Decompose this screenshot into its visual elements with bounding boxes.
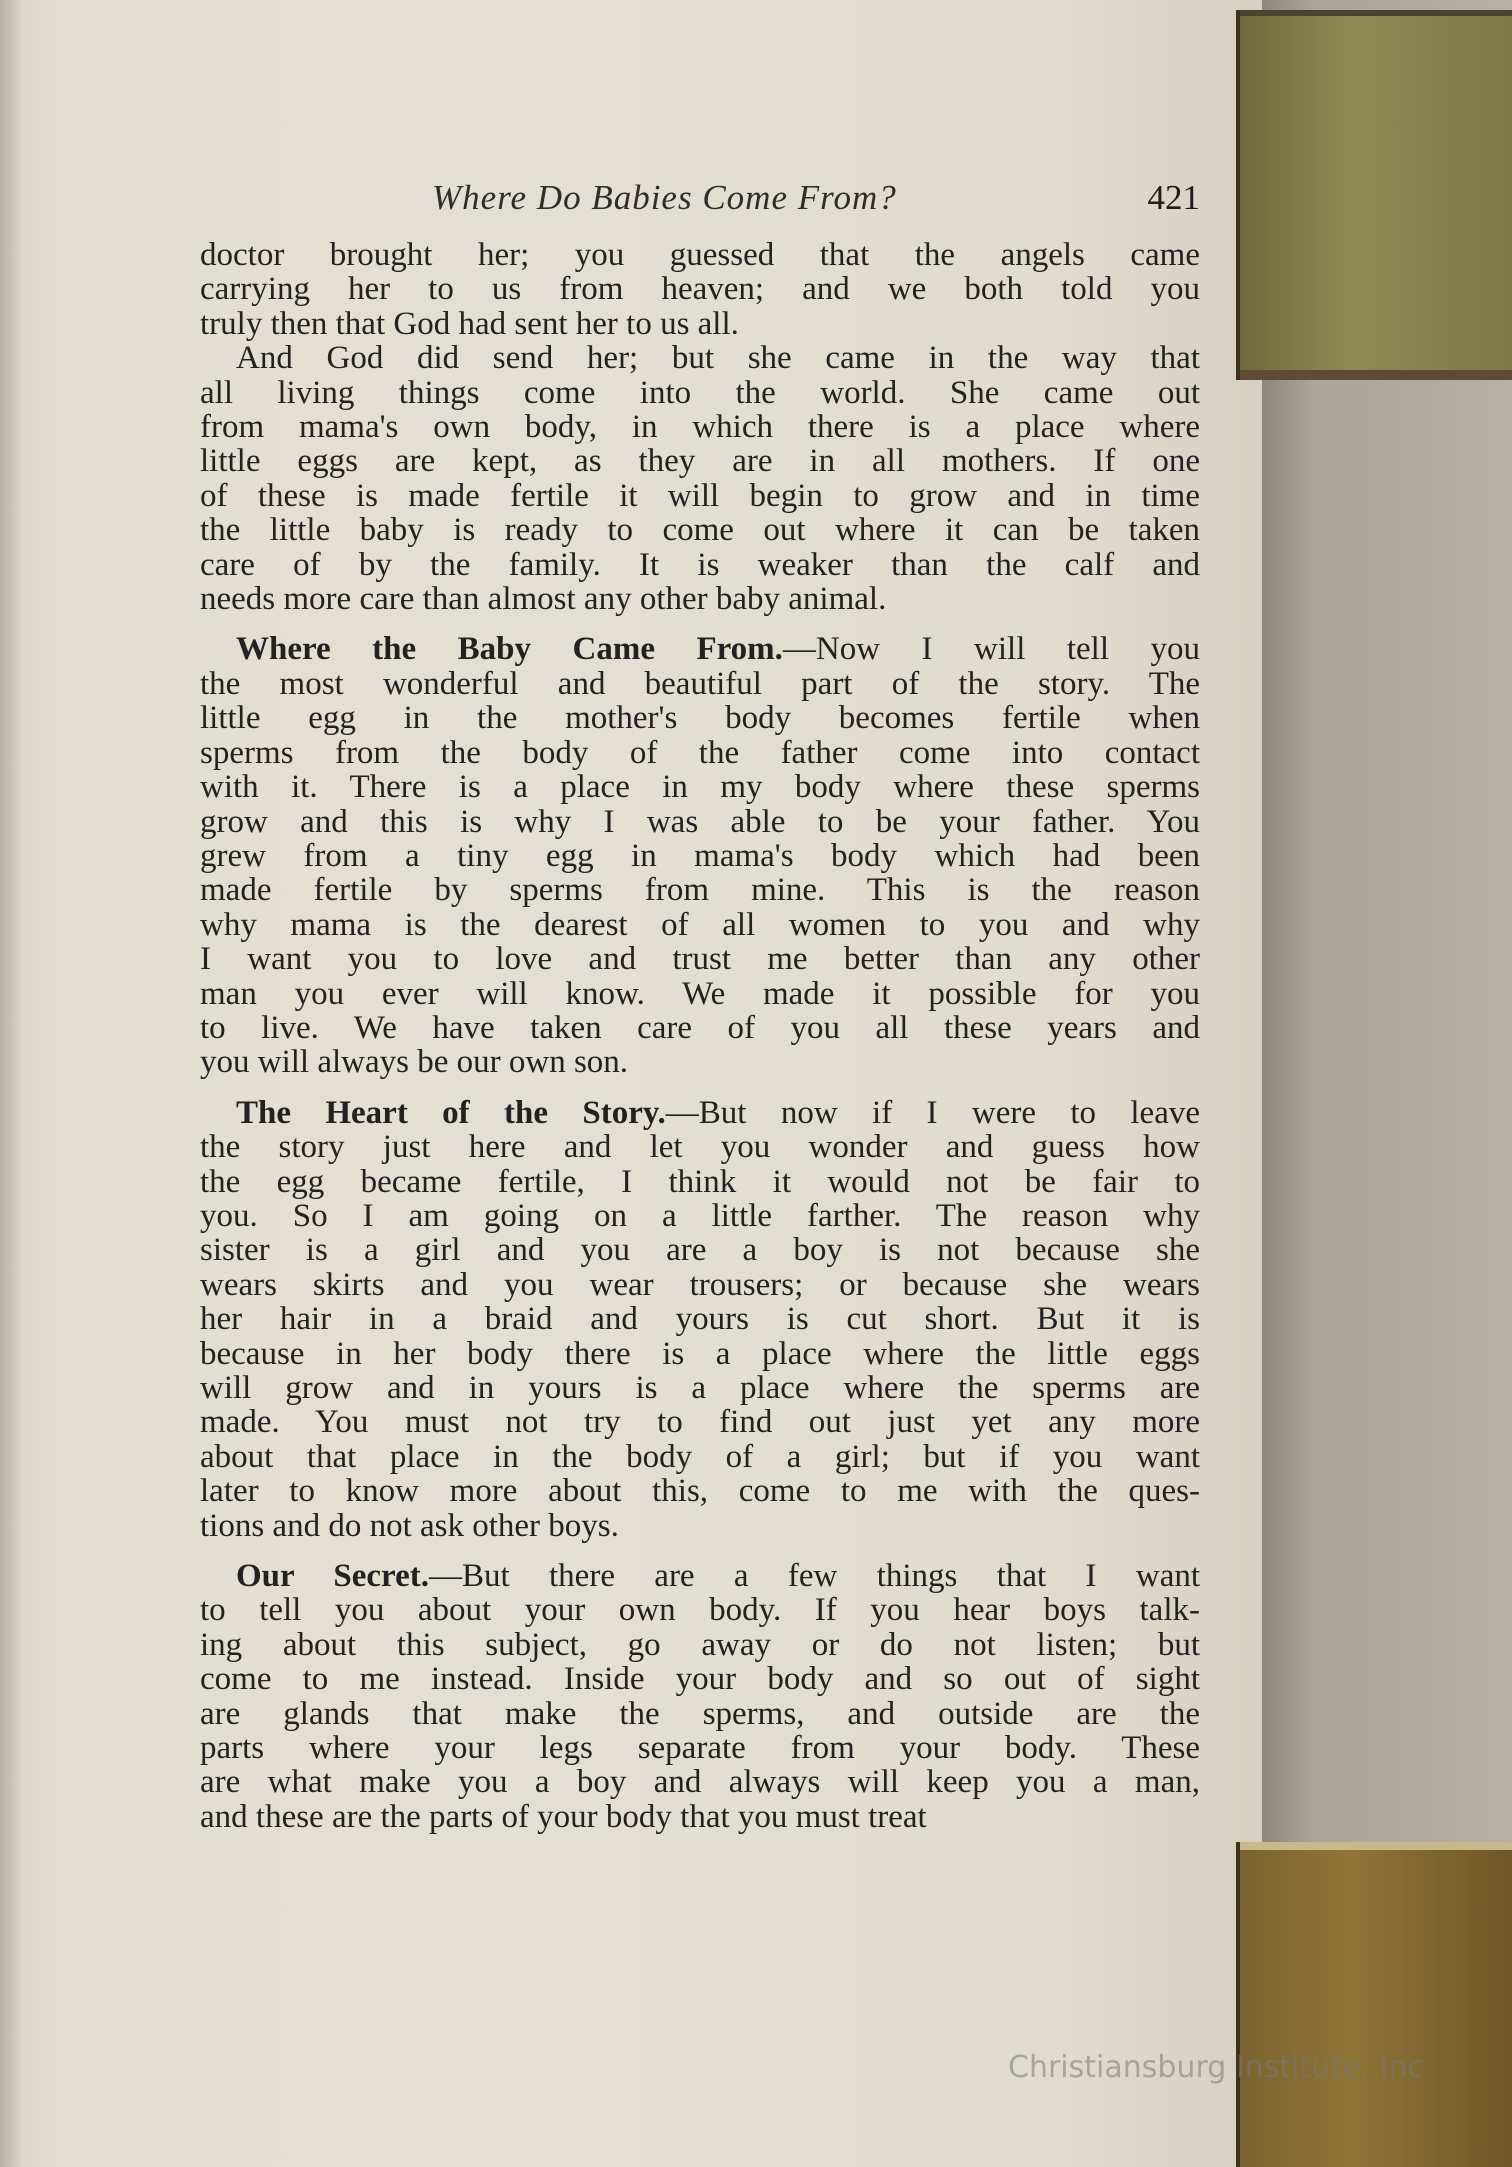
text-line [200, 873, 1200, 907]
text-line [200, 942, 1200, 976]
line-text: of these is made fertile it will begin to grow and in time [200, 477, 1200, 514]
line-text: —But now if I were to leave [665, 1094, 1200, 1131]
text-line [200, 1337, 1200, 1371]
line-text: parts where your legs separate from your body. These [200, 1730, 1200, 1767]
text-line [200, 410, 1200, 444]
line-text: about that place in the body of a girl; but if you want [200, 1438, 1200, 1475]
text-line [200, 1011, 1200, 1045]
line-text: with it. There is a place in my body where these sperms [200, 769, 1200, 806]
text-line [200, 444, 1200, 478]
watermark: Christiansburg Institute, Inc [1008, 2050, 1424, 2085]
index-tab-bottom [1236, 1842, 1512, 2167]
text-line [200, 667, 1200, 701]
line-text: are glands that make the sperms, and outside are the [200, 1695, 1200, 1732]
line-text: the egg became fertile, I think it would not be fair to [200, 1163, 1200, 1200]
text-line [200, 307, 1200, 341]
text-line [200, 1440, 1200, 1474]
text-line [200, 1697, 1200, 1731]
section-heading: Where the Baby Came From. [236, 631, 783, 668]
line-text: little egg in the mother's body becomes fertile when [200, 700, 1200, 737]
text-line [200, 1045, 1200, 1079]
paragraph [200, 1559, 1200, 1834]
text-line [200, 701, 1200, 735]
text-line [200, 1509, 1200, 1543]
section-heading: Our Secret. [236, 1558, 429, 1595]
text-line [200, 1302, 1200, 1336]
line-text: to tell you about your own body. If you hear boys talk- [200, 1592, 1200, 1629]
line-text: because in her body there is a place where the little eggs [200, 1335, 1200, 1372]
section-heading: The Heart of the Story. [236, 1094, 666, 1131]
text-line [200, 908, 1200, 942]
line-text: needs more care than almost any other baby animal. [200, 581, 887, 618]
line-text: And God did send her; but she came in the way that [236, 340, 1200, 377]
line-text: wears skirts and you wear trousers; or because she wears [200, 1266, 1200, 1303]
index-tab-top [1236, 10, 1512, 380]
line-text: are what make you a boy and always will keep you a man, [200, 1764, 1200, 1801]
line-text: to live. We have taken care of you all these years and [200, 1009, 1200, 1046]
text-line [200, 1371, 1200, 1405]
line-text: ing about this subject, go away or do not listen; but [200, 1626, 1200, 1663]
text-line [200, 479, 1200, 513]
text-line [200, 736, 1200, 770]
text-line [200, 376, 1200, 410]
text-line [200, 1662, 1200, 1696]
line-text: you will always be our own son. [200, 1044, 629, 1081]
text-line [200, 1559, 1200, 1593]
text-line [200, 548, 1200, 582]
line-text: grow and this is why I was able to be your father. You [200, 803, 1200, 840]
text-line [200, 1800, 1200, 1834]
line-text: —Now I will tell you [782, 631, 1200, 668]
line-text: from mama's own body, in which there is a place where [200, 409, 1200, 446]
line-text: made. You must not try to find out just yet any more [200, 1404, 1200, 1441]
paragraph [200, 632, 1200, 1079]
line-text: her hair in a braid and yours is cut short. But it is [200, 1301, 1200, 1338]
line-text: the most wonderful and beautiful part of the story. The [200, 665, 1200, 702]
text-line [200, 1765, 1200, 1799]
paragraph [200, 1096, 1200, 1543]
line-text: will grow and in yours is a place where the sperms are [200, 1370, 1200, 1406]
text-line [200, 341, 1200, 375]
page-number: 421 [1147, 178, 1200, 217]
text-line [200, 805, 1200, 839]
text-line [200, 1628, 1200, 1662]
paragraph [200, 238, 1200, 341]
line-text: care of by the family. It is weaker than the calf and [200, 546, 1200, 583]
text-line [200, 582, 1200, 616]
text-line [200, 632, 1200, 666]
line-text: the little baby is ready to come out where it can be taken [200, 512, 1200, 549]
line-text: grew from a tiny egg in mama's body which had been [200, 837, 1200, 874]
page-header [200, 178, 1200, 224]
line-text: sperms from the body of the father come into contact [200, 734, 1200, 771]
line-text: made fertile by sperms from mine. This is the reason [200, 872, 1200, 909]
text-line [200, 1268, 1200, 1302]
text-line [200, 1096, 1200, 1130]
line-text: later to know more about this, come to me with the ques- [200, 1473, 1200, 1510]
body-text [200, 238, 1200, 1834]
line-text: tions and do not ask other boys. [200, 1507, 619, 1544]
line-text: you. So I am going on a little farther. The reason why [200, 1197, 1200, 1234]
line-text: I want you to love and trust me better than any other [200, 941, 1200, 978]
text-line [200, 1130, 1200, 1164]
line-text: truly then that God had sent her to us all. [200, 305, 739, 342]
text-line [200, 1233, 1200, 1267]
text-line [200, 513, 1200, 547]
paragraph [200, 341, 1200, 616]
text-line [200, 770, 1200, 804]
line-text: sister is a girl and you are a boy is not because she [200, 1232, 1200, 1269]
text-line [200, 977, 1200, 1011]
line-text: all living things come into the world. She came out [200, 374, 1200, 411]
line-text: and these are the parts of your body that you must treat [200, 1798, 927, 1835]
line-text: doctor brought her; you guessed that the angels came [200, 237, 1200, 273]
text-line [200, 1405, 1200, 1439]
line-text: man you ever will know. We made it possible for you [200, 975, 1200, 1012]
text-line [200, 839, 1200, 873]
text-line [200, 1474, 1200, 1508]
line-text: —But there are a few things that I want [429, 1558, 1201, 1595]
running-title: Where Do Babies Come From? [432, 178, 897, 217]
text-line [200, 1165, 1200, 1199]
text-line [200, 1199, 1200, 1233]
line-text: why mama is the dearest of all women to you and why [200, 906, 1200, 943]
text-line [200, 272, 1200, 306]
line-text: the story just here and let you wonder and guess how [200, 1129, 1200, 1166]
text-line [200, 1593, 1200, 1627]
text-line [200, 238, 1200, 272]
line-text: come to me instead. Inside your body and so out of sight [200, 1661, 1200, 1698]
text-line [200, 1731, 1200, 1765]
line-text: little eggs are kept, as they are in all mothers. If one [200, 443, 1200, 480]
line-text: carrying her to us from heaven; and we both told you [200, 271, 1200, 308]
